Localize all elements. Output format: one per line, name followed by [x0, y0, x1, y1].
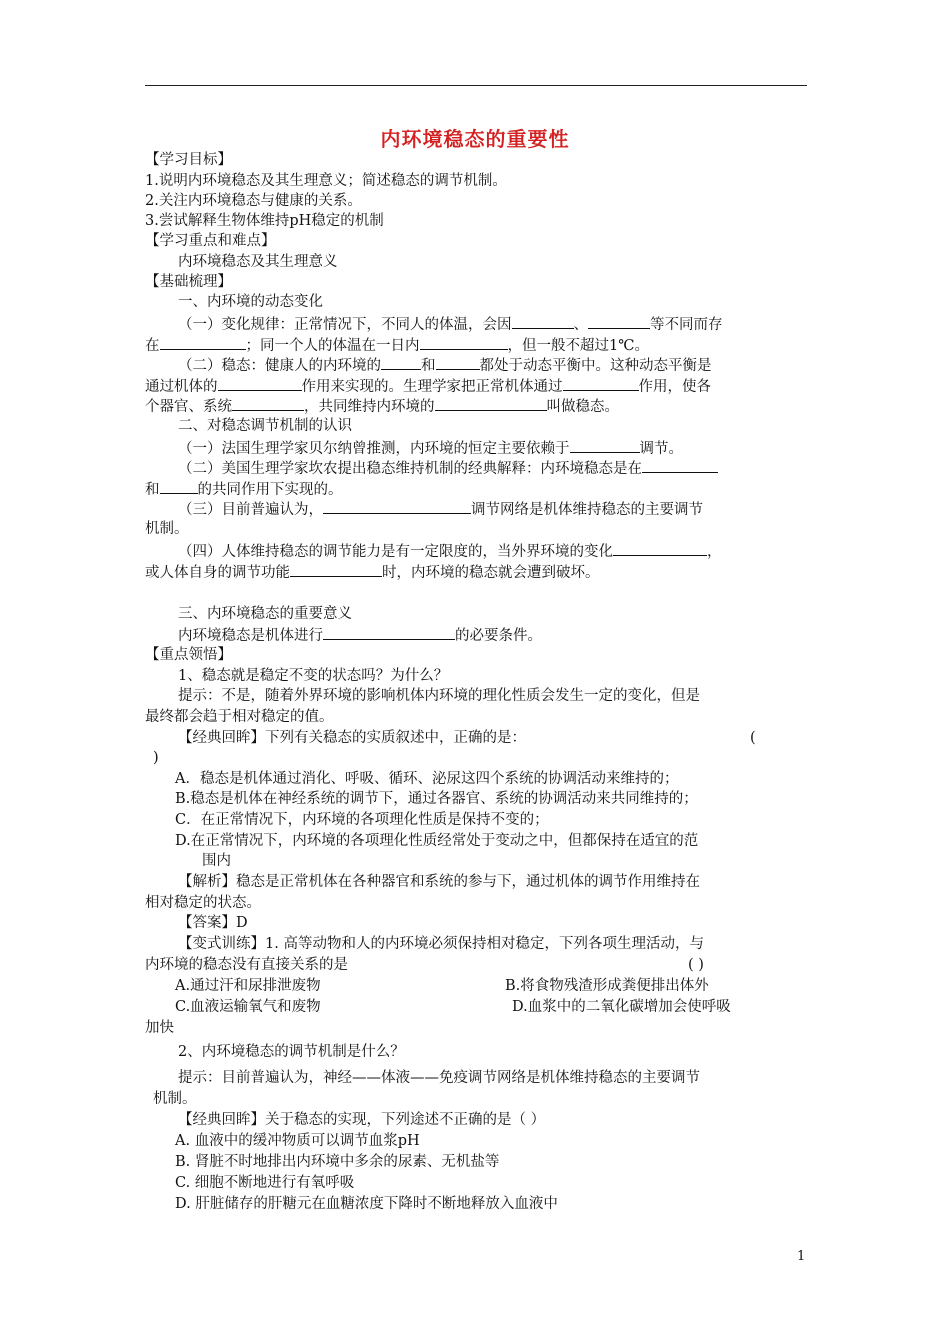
analysis-text: 【解析】稳态是正常机体在各种器官和系统的参与下，通过机体的调节作用维持在 [178, 874, 700, 890]
variant-option-d-cont: 加快 [145, 1020, 174, 1036]
objective-item: 3.尝试解释生物体维持pH稳定的机制 [145, 213, 384, 229]
objectives-heading: 【学习目标】 [145, 152, 232, 168]
fill-line: （二）美国生理学家坎农提出稳态维持机制的经典解释：内环境稳态是在 [178, 457, 718, 479]
option-a: A. 血液中的缓冲物质可以调节血浆pH [175, 1133, 420, 1149]
basics-heading: 【基础梳理】 [145, 274, 232, 290]
analysis-text: 相对稳定的状态。 [145, 895, 261, 911]
question-2: 2、内环境稳态的调节机制是什么？ [178, 1044, 405, 1060]
objective-item: 2.关注内环境稳态与健康的关系。 [145, 193, 362, 209]
option-d-cont: 围内 [202, 853, 231, 869]
hint-text: 机制。 [153, 1091, 197, 1107]
fill-line: 在 ；同一个人的体温在一日内 ，但一般不超过1℃。 [145, 334, 649, 356]
variant-option-c: C.血液运输氧气和废物 [175, 999, 321, 1015]
fill-line: 机制。 [145, 521, 189, 537]
section-2-title: 二、对稳态调节机制的认识 [178, 418, 352, 434]
page-title: 内环境稳态的重要性 [380, 127, 570, 151]
fill-line: 或人体自身的调节功能 时，内环境的稳态就会遭到破坏。 [145, 561, 600, 583]
option-c: C. 细胞不断地进行有氧呼吸 [175, 1175, 355, 1191]
hint-text: 最终都会趋于相对稳定的值。 [145, 709, 334, 725]
question-1: 1、稳态就是稳定不变的状态吗？为什么？ [178, 668, 449, 684]
variant-paren: ( ) [688, 957, 704, 973]
insights-heading: 【重点领悟】 [145, 647, 232, 663]
option-b: B.稳态是机体在神经系统的调节下，通过各器官、系统的协调活动来共同维持的； [175, 791, 698, 807]
answer-paren-close: ) [153, 750, 159, 766]
variant-stem: 内环境的稳态没有直接关系的是 [145, 957, 348, 973]
example-stem: 【经典回眸】下列有关稳态的实质叙述中，正确的是： [178, 730, 526, 746]
fill-line: （二）稳态：健康人的内环境的 和 都处于动态平衡中。这种动态平衡是 [178, 354, 712, 376]
hint-text: 提示：不是，随着外界环境的影响机体内环境的理化性质会发生一定的变化，但是 [178, 688, 700, 704]
objective-item: 1.说明内环境稳态及其生理意义；简述稳态的调节机制。 [145, 173, 507, 189]
page-number: 1 [797, 1249, 806, 1264]
variant-option-b: B.将食物残渣形成粪便排出体外 [505, 978, 709, 994]
section-1-title: 一、内环境的动态变化 [178, 294, 323, 310]
fill-line: 个器官、系统 ，共同维持内环境的 叫做稳态。 [145, 395, 619, 417]
option-d: D. 肝脏储存的肝糖元在血糖浓度下降时不断地释放入血液中 [175, 1196, 558, 1212]
answer-text: 【答案】D [178, 915, 248, 931]
variant-option-d: D.血浆中的二氧化碳增加会使呼吸 [512, 999, 731, 1015]
fill-line: （四）人体维持稳态的调节能力是有一定限度的，当外界环境的变化 ， [178, 540, 722, 562]
variant-option-a: A.通过汗和尿排泄废物 [175, 978, 321, 994]
option-d: D.在正常情况下，内环境的各项理化性质经常处于变动之中，但都保持在适宜的范 [175, 833, 699, 849]
hint-text: 提示：目前普遍认为，神经——体液——免疫调节网络是机体维持稳态的主要调节 [178, 1070, 700, 1086]
fill-line: （三）目前普遍认为， 调节网络是机体维持稳态的主要调节 [178, 498, 703, 520]
option-a: A．稳态是机体通过消化、呼吸、循环、泌尿这四个系统的协调活动来维持的； [175, 771, 679, 787]
answer-paren-open: ( [750, 730, 756, 746]
option-b: B. 肾脏不时地排出内环境中多余的尿素、无机盐等 [175, 1154, 500, 1170]
fill-line: （一）变化规律：正常情况下，不同人的体温，会因 、 等不同而存 [178, 313, 723, 335]
fill-line: 内环境稳态是机体进行 的必要条件。 [178, 624, 542, 646]
example-stem: 【经典回眸】关于稳态的实现，下列途述不正确的是（ ） [178, 1112, 546, 1128]
option-c: C．在正常情况下，内环境的各项理化性质是保持不变的； [175, 812, 549, 828]
variant-stem: 【变式训练】1. 高等动物和人的内环境必须保持相对稳定，下列各项生理活动，与 [178, 936, 704, 952]
header-rule [145, 85, 807, 86]
section-3-title: 三、内环境稳态的重要意义 [178, 606, 352, 622]
key-points-text: 内环境稳态及其生理意义 [178, 254, 338, 270]
fill-line: 通过机体的 作用来实现的。生理学家把正常机体通过 作用，使各 [145, 375, 711, 397]
fill-line: 和 的共同作用下实现的。 [145, 478, 343, 500]
key-points-heading: 【学习重点和难点】 [145, 233, 276, 249]
fill-line: （一）法国生理学家贝尔纳曾推测，内环境的恒定主要依赖于 调节。 [178, 437, 683, 459]
